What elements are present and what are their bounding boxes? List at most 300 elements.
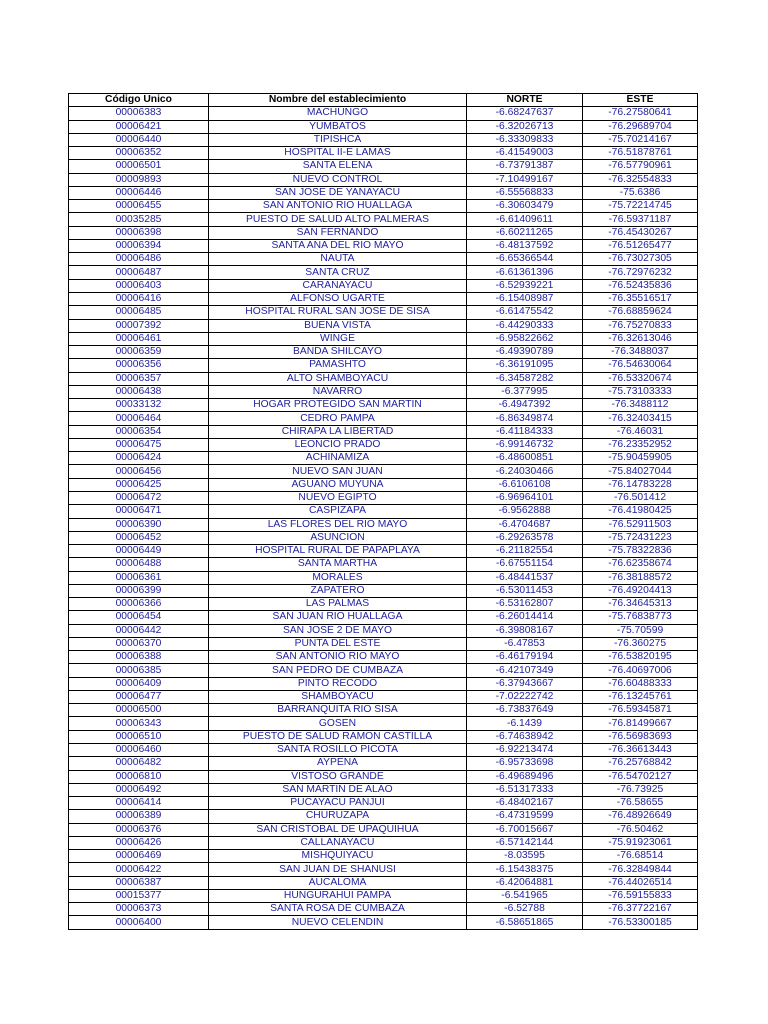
cell-este: -75.73103333 (583, 385, 698, 398)
cell-codigo: 00006464 (69, 412, 209, 425)
cell-codigo: 00006469 (69, 850, 209, 863)
cell-norte: -6.4704687 (467, 518, 583, 531)
table-row (69, 850, 698, 863)
cell-este: -76.59345871 (583, 704, 698, 717)
cell-este: -76.58655 (583, 797, 698, 810)
cell-nombre: SAN ANTONIO RIO HUALLAGA (209, 200, 467, 213)
cell-codigo: 00006403 (69, 279, 209, 292)
table-row (69, 677, 698, 690)
cell-norte: -6.377995 (467, 385, 583, 398)
cell-este: -76.13245761 (583, 690, 698, 703)
header-nombre-establecimiento: Nombre del establecimiento (209, 94, 467, 107)
cell-codigo: 00006421 (69, 120, 209, 133)
cell-norte: -6.95822662 (467, 332, 583, 345)
table-row (69, 518, 698, 531)
cell-este: -76.68859624 (583, 306, 698, 319)
cell-codigo: 00006416 (69, 292, 209, 305)
cell-este: -76.25768842 (583, 757, 698, 770)
cell-este: -76.29689704 (583, 120, 698, 133)
cell-este: -75.84027044 (583, 465, 698, 478)
cell-codigo: 00006485 (69, 306, 209, 319)
cell-este: -76.53300185 (583, 916, 698, 929)
cell-este: -76.62358674 (583, 558, 698, 571)
table-row (69, 133, 698, 146)
table-row (69, 903, 698, 916)
cell-este: -75.72431223 (583, 531, 698, 544)
cell-norte: -6.73791387 (467, 160, 583, 173)
cell-nombre: SAN JOSE 2 DE MAYO (209, 624, 467, 637)
cell-este: -76.73027305 (583, 253, 698, 266)
cell-nombre: BARRANQUITA RIO SISA (209, 704, 467, 717)
cell-norte: -7.10499167 (467, 173, 583, 186)
cell-norte: -6.48402167 (467, 797, 583, 810)
cell-codigo: 00035285 (69, 213, 209, 226)
table-row (69, 836, 698, 849)
cell-este: -76.38188572 (583, 571, 698, 584)
cell-codigo: 00006810 (69, 770, 209, 783)
cell-nombre: BANDA SHILCAYO (209, 346, 467, 359)
cell-nombre: PUESTO DE SALUD RAMON CASTILLA (209, 730, 467, 743)
cell-nombre: NUEVO EGIPTO (209, 491, 467, 504)
cell-norte: -6.9562888 (467, 505, 583, 518)
table-row (69, 744, 698, 757)
table-row (69, 332, 698, 345)
cell-nombre: PAMASHTO (209, 359, 467, 372)
table-row (69, 916, 698, 929)
cell-nombre: NUEVO CELENDIN (209, 916, 467, 929)
cell-codigo: 00006376 (69, 823, 209, 836)
table-row (69, 571, 698, 584)
cell-nombre: SAN FERNANDO (209, 226, 467, 239)
table-row (69, 292, 698, 305)
cell-norte: -6.15438375 (467, 863, 583, 876)
cell-norte: -6.41549003 (467, 147, 583, 160)
cell-norte: -6.41184333 (467, 425, 583, 438)
cell-codigo: 00006422 (69, 863, 209, 876)
cell-este: -75.91923061 (583, 836, 698, 849)
cell-norte: -6.37943667 (467, 677, 583, 690)
cell-este: -76.35516517 (583, 292, 698, 305)
cell-este: -76.52911503 (583, 518, 698, 531)
cell-codigo: 00006442 (69, 624, 209, 637)
cell-nombre: NUEVO CONTROL (209, 173, 467, 186)
cell-codigo: 00006370 (69, 637, 209, 650)
cell-este: -76.3488037 (583, 346, 698, 359)
cell-norte: -6.57142144 (467, 836, 583, 849)
cell-nombre: SAN MARTIN DE ALAO (209, 783, 467, 796)
cell-norte: -6.53162807 (467, 598, 583, 611)
cell-este: -75.70214167 (583, 133, 698, 146)
cell-este: -76.54630064 (583, 359, 698, 372)
cell-nombre: VISTOSO GRANDE (209, 770, 467, 783)
cell-nombre: SANTA ROSILLO PICOTA (209, 744, 467, 757)
table-row (69, 690, 698, 703)
table-row (69, 213, 698, 226)
table-row (69, 478, 698, 491)
cell-nombre: ASUNCION (209, 531, 467, 544)
cell-codigo: 00006452 (69, 531, 209, 544)
cell-nombre: PINTO RECODO (209, 677, 467, 690)
cell-este: -75.6386 (583, 186, 698, 199)
cell-codigo: 00006352 (69, 147, 209, 160)
cell-este: -76.51878761 (583, 147, 698, 160)
table-row (69, 531, 698, 544)
table-row (69, 757, 698, 770)
table-row (69, 505, 698, 518)
cell-norte: -6.15408987 (467, 292, 583, 305)
cell-nombre: HOSPITAL RURAL DE PAPAPLAYA (209, 545, 467, 558)
cell-nombre: PUCAYACU PANJUI (209, 797, 467, 810)
table-row (69, 770, 698, 783)
table-row (69, 226, 698, 239)
cell-codigo: 00006492 (69, 783, 209, 796)
cell-nombre: HOSPITAL II-E LAMAS (209, 147, 467, 160)
cell-norte: -6.48600851 (467, 452, 583, 465)
cell-codigo: 00006400 (69, 916, 209, 929)
table-row (69, 491, 698, 504)
cell-nombre: CEDRO PAMPA (209, 412, 467, 425)
cell-codigo: 00006472 (69, 491, 209, 504)
cell-este: -76.14783228 (583, 478, 698, 491)
header-row (69, 94, 698, 107)
cell-este: -75.90459905 (583, 452, 698, 465)
cell-este: -76.57790961 (583, 160, 698, 173)
cell-este: -75.76838773 (583, 611, 698, 624)
table-row (69, 664, 698, 677)
cell-nombre: MORALES (209, 571, 467, 584)
cell-norte: -6.36191095 (467, 359, 583, 372)
cell-codigo: 00006475 (69, 438, 209, 451)
cell-nombre: SAN JUAN DE SHANUSI (209, 863, 467, 876)
spreadsheet (68, 93, 697, 930)
cell-norte: -6.49390789 (467, 346, 583, 359)
cell-este: -76.56983693 (583, 730, 698, 743)
cell-norte: -6.52788 (467, 903, 583, 916)
cell-norte: -6.24030466 (467, 465, 583, 478)
cell-norte: -6.92213474 (467, 744, 583, 757)
cell-este: -76.32849844 (583, 863, 698, 876)
cell-codigo: 00006383 (69, 107, 209, 120)
cell-este: -76.360275 (583, 637, 698, 650)
cell-nombre: SANTA ANA DEL RIO MAYO (209, 239, 467, 252)
cell-codigo: 00006454 (69, 611, 209, 624)
cell-este: -76.73925 (583, 783, 698, 796)
cell-codigo: 00006460 (69, 744, 209, 757)
header-este: ESTE (583, 94, 698, 107)
cell-norte: -6.61361396 (467, 266, 583, 279)
cell-norte: -6.52939221 (467, 279, 583, 292)
cell-norte: -6.96964101 (467, 491, 583, 504)
cell-norte: -6.95733698 (467, 757, 583, 770)
cell-nombre: NAUTA (209, 253, 467, 266)
cell-codigo: 00006398 (69, 226, 209, 239)
cell-codigo: 00007392 (69, 319, 209, 332)
cell-codigo: 00006455 (69, 200, 209, 213)
cell-codigo: 00006438 (69, 385, 209, 398)
cell-nombre: SAN JOSE DE YANAYACU (209, 186, 467, 199)
cell-este: -76.46031 (583, 425, 698, 438)
table-row (69, 173, 698, 186)
cell-nombre: NAVARRO (209, 385, 467, 398)
table-row (69, 584, 698, 597)
table-row (69, 611, 698, 624)
cell-nombre: ALTO SHAMBOYACU (209, 372, 467, 385)
cell-nombre: LAS FLORES DEL RIO MAYO (209, 518, 467, 531)
cell-codigo: 00006424 (69, 452, 209, 465)
table-row (69, 372, 698, 385)
cell-codigo: 00006390 (69, 518, 209, 531)
cell-este: -75.72214745 (583, 200, 698, 213)
cell-norte: -6.42064881 (467, 876, 583, 889)
cell-codigo: 00006388 (69, 651, 209, 664)
cell-nombre: AYPENA (209, 757, 467, 770)
table-row (69, 200, 698, 213)
cell-nombre: AUCALOMA (209, 876, 467, 889)
table-row (69, 147, 698, 160)
cell-norte: -6.33309833 (467, 133, 583, 146)
cell-codigo: 00006426 (69, 836, 209, 849)
cell-nombre: SAN JUAN RIO HUALLAGA (209, 611, 467, 624)
cell-norte: -6.47319599 (467, 810, 583, 823)
cell-nombre: CALLANAYACU (209, 836, 467, 849)
cell-codigo: 00006385 (69, 664, 209, 677)
table-row (69, 797, 698, 810)
table-row (69, 637, 698, 650)
cell-codigo: 00006387 (69, 876, 209, 889)
table-row (69, 558, 698, 571)
cell-nombre: BUENA VISTA (209, 319, 467, 332)
cell-este: -76.75270833 (583, 319, 698, 332)
cell-este: -76.41980425 (583, 505, 698, 518)
table-row (69, 346, 698, 359)
cell-norte: -6.58651865 (467, 916, 583, 929)
cell-norte: -6.61409611 (467, 213, 583, 226)
cell-norte: -6.30603479 (467, 200, 583, 213)
cell-codigo: 00006482 (69, 757, 209, 770)
table-row (69, 598, 698, 611)
cell-nombre: ACHINAMIZA (209, 452, 467, 465)
cell-codigo: 00006440 (69, 133, 209, 146)
cell-nombre: MISHQUIYACU (209, 850, 467, 863)
table-row (69, 651, 698, 664)
cell-este: -76.37722167 (583, 903, 698, 916)
cell-este: -76.51265477 (583, 239, 698, 252)
table-row (69, 319, 698, 332)
cell-este: -76.3488112 (583, 399, 698, 412)
cell-norte: -6.65366544 (467, 253, 583, 266)
table-row (69, 730, 698, 743)
cell-este: -76.27580641 (583, 107, 698, 120)
cell-nombre: SAN ANTONIO RIO MAYO (209, 651, 467, 664)
cell-codigo: 00015377 (69, 889, 209, 902)
cell-norte: -8.03595 (467, 850, 583, 863)
cell-norte: -6.32026713 (467, 120, 583, 133)
cell-este: -75.70599 (583, 624, 698, 637)
table-row (69, 279, 698, 292)
table-row (69, 717, 698, 730)
cell-norte: -6.86349874 (467, 412, 583, 425)
cell-este: -76.81499667 (583, 717, 698, 730)
table-row (69, 823, 698, 836)
cell-codigo: 00006461 (69, 332, 209, 345)
cell-norte: -6.34587282 (467, 372, 583, 385)
cell-este: -76.49204413 (583, 584, 698, 597)
cell-norte: -6.73837649 (467, 704, 583, 717)
table-row (69, 385, 698, 398)
cell-este: -76.53320674 (583, 372, 698, 385)
cell-codigo: 00006414 (69, 797, 209, 810)
cell-codigo: 00006394 (69, 239, 209, 252)
cell-norte: -6.48441537 (467, 571, 583, 584)
cell-norte: -6.53011453 (467, 584, 583, 597)
cell-este: -76.32613046 (583, 332, 698, 345)
cell-nombre: GOSEN (209, 717, 467, 730)
cell-nombre: AGUANO MUYUNA (209, 478, 467, 491)
table-row (69, 810, 698, 823)
cell-nombre: WINGE (209, 332, 467, 345)
cell-este: -75.78322836 (583, 545, 698, 558)
table-row (69, 545, 698, 558)
cell-norte: -6.4947392 (467, 399, 583, 412)
table-row (69, 704, 698, 717)
cell-nombre: CHIRAPA LA LIBERTAD (209, 425, 467, 438)
cell-norte: -6.1439 (467, 717, 583, 730)
cell-norte: -6.39808167 (467, 624, 583, 637)
cell-codigo: 00006486 (69, 253, 209, 266)
header-norte: NORTE (467, 94, 583, 107)
cell-codigo: 00006477 (69, 690, 209, 703)
cell-nombre: TIPISHCA (209, 133, 467, 146)
table-row (69, 624, 698, 637)
cell-codigo: 00006510 (69, 730, 209, 743)
cell-este: -76.53820195 (583, 651, 698, 664)
table-row (69, 889, 698, 902)
cell-nombre: PUESTO DE SALUD ALTO PALMERAS (209, 213, 467, 226)
cell-norte: -6.47853 (467, 637, 583, 650)
cell-este: -76.32403415 (583, 412, 698, 425)
table-row (69, 425, 698, 438)
table-row (69, 399, 698, 412)
table-row (69, 412, 698, 425)
cell-codigo: 00006488 (69, 558, 209, 571)
cell-este: -76.45430267 (583, 226, 698, 239)
cell-codigo: 00006399 (69, 584, 209, 597)
cell-nombre: CASPIZAPA (209, 505, 467, 518)
cell-nombre: SANTA MARTHA (209, 558, 467, 571)
cell-norte: -6.541965 (467, 889, 583, 902)
table-row (69, 120, 698, 133)
table-row (69, 253, 698, 266)
cell-nombre: SAN PEDRO DE CUMBAZA (209, 664, 467, 677)
cell-nombre: HUNGURAHUI PAMPA (209, 889, 467, 902)
cell-codigo: 00006487 (69, 266, 209, 279)
cell-este: -76.501412 (583, 491, 698, 504)
cell-este: -76.59371187 (583, 213, 698, 226)
cell-norte: -6.44290333 (467, 319, 583, 332)
cell-codigo: 00006500 (69, 704, 209, 717)
cell-codigo: 00006456 (69, 465, 209, 478)
cell-este: -76.23352952 (583, 438, 698, 451)
cell-este: -76.59155833 (583, 889, 698, 902)
cell-nombre: ALFONSO UGARTE (209, 292, 467, 305)
cell-codigo: 00006409 (69, 677, 209, 690)
table-row (69, 160, 698, 173)
cell-norte: -6.60211265 (467, 226, 583, 239)
cell-este: -76.54702127 (583, 770, 698, 783)
cell-nombre: SANTA ROSA DE CUMBAZA (209, 903, 467, 916)
cell-codigo: 00006343 (69, 717, 209, 730)
cell-este: -76.34645313 (583, 598, 698, 611)
cell-norte: -6.26014414 (467, 611, 583, 624)
table-row (69, 359, 698, 372)
cell-norte: -6.42107349 (467, 664, 583, 677)
cell-nombre: CHURUZAPA (209, 810, 467, 823)
cell-nombre: LAS PALMAS (209, 598, 467, 611)
cell-este: -76.40697006 (583, 664, 698, 677)
table-row (69, 452, 698, 465)
cell-este: -76.68514 (583, 850, 698, 863)
cell-este: -76.48926649 (583, 810, 698, 823)
table-row (69, 306, 698, 319)
cell-este: -76.72976232 (583, 266, 698, 279)
cell-norte: -6.48137592 (467, 239, 583, 252)
cell-nombre: CARANAYACU (209, 279, 467, 292)
cell-norte: -6.51317333 (467, 783, 583, 796)
cell-este: -76.36613443 (583, 744, 698, 757)
cell-codigo: 00009893 (69, 173, 209, 186)
cell-nombre: SAN CRISTOBAL DE UPAQUIHUA (209, 823, 467, 836)
cell-codigo: 00006446 (69, 186, 209, 199)
table-row (69, 783, 698, 796)
cell-nombre: YUMBATOS (209, 120, 467, 133)
table-row (69, 266, 698, 279)
cell-este: -76.50462 (583, 823, 698, 836)
cell-codigo: 00006359 (69, 346, 209, 359)
cell-norte: -6.99146732 (467, 438, 583, 451)
table-row (69, 107, 698, 120)
cell-nombre: PUNTA DEL ESTE (209, 637, 467, 650)
cell-codigo: 00006373 (69, 903, 209, 916)
header-codigo-unico: Código Unico (69, 94, 209, 107)
cell-este: -76.32554833 (583, 173, 698, 186)
cell-codigo: 00006425 (69, 478, 209, 491)
cell-este: -76.44026514 (583, 876, 698, 889)
cell-codigo: 00006356 (69, 359, 209, 372)
cell-codigo: 00006357 (69, 372, 209, 385)
table-row (69, 465, 698, 478)
cell-codigo: 00006449 (69, 545, 209, 558)
cell-nombre: SANTA CRUZ (209, 266, 467, 279)
cell-nombre: LEONCIO PRADO (209, 438, 467, 451)
cell-norte: -7.02222742 (467, 690, 583, 703)
cell-norte: -6.46179194 (467, 651, 583, 664)
cell-codigo: 00006361 (69, 571, 209, 584)
cell-nombre: HOGAR PROTEGIDO SAN MARTIN (209, 399, 467, 412)
cell-norte: -6.29263578 (467, 531, 583, 544)
table-row (69, 876, 698, 889)
cell-norte: -6.55568833 (467, 186, 583, 199)
cell-norte: -6.61475542 (467, 306, 583, 319)
cell-codigo: 00033132 (69, 399, 209, 412)
cell-norte: -6.68247637 (467, 107, 583, 120)
cell-codigo: 00006389 (69, 810, 209, 823)
table-row (69, 186, 698, 199)
cell-nombre: ZAPATERO (209, 584, 467, 597)
cell-nombre: SANTA ELENA (209, 160, 467, 173)
cell-nombre: HOSPITAL RURAL SAN JOSE DE SISA (209, 306, 467, 319)
cell-codigo: 00006471 (69, 505, 209, 518)
cell-nombre: SHAMBOYACU (209, 690, 467, 703)
